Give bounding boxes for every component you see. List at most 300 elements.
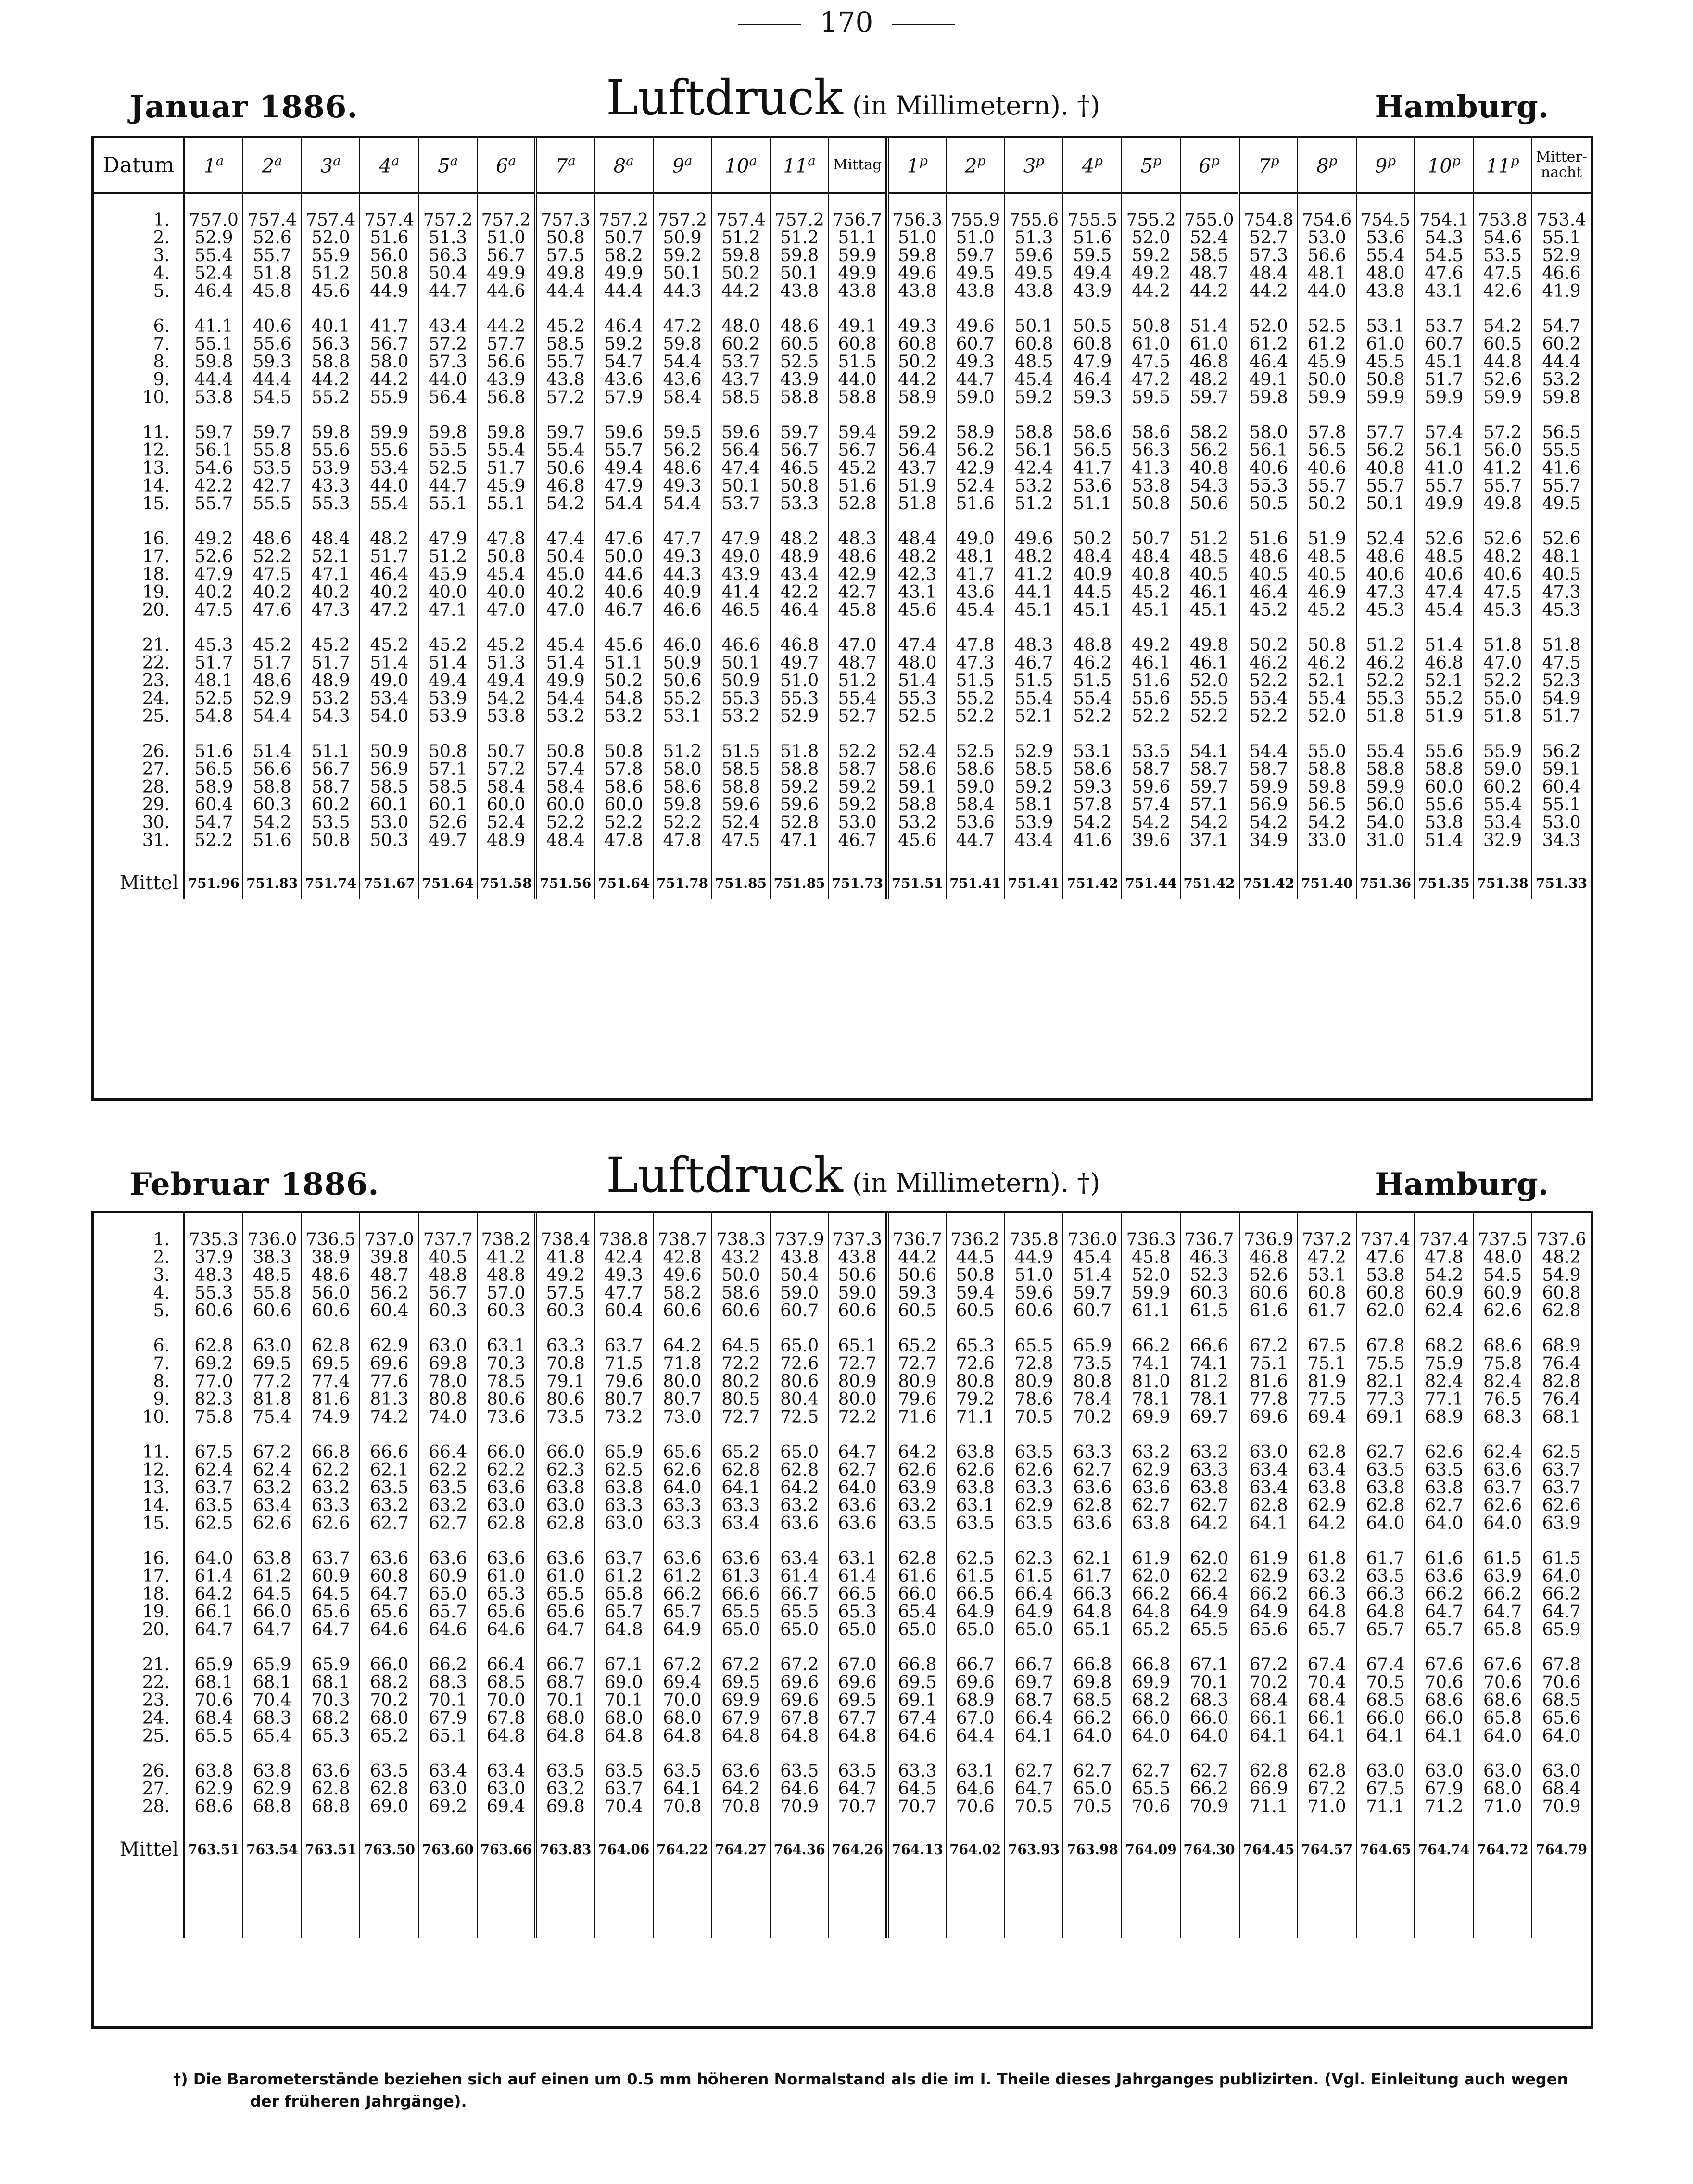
hourly-values: 52.9 58.5 59.2 58.1 53.9 43.4 <box>1005 743 1063 849</box>
hourly-values: 63.1 61.4 66.5 65.3 65.0 <box>829 1550 887 1639</box>
day-labels: 21. 22. 23. 24. 25. <box>94 636 184 725</box>
hourly-values: 63.0 68.0 71.0 <box>1473 1762 1532 1816</box>
mean-value: 764.09 <box>1122 1833 1180 1866</box>
hourly-values: 62.1 61.7 66.3 64.8 65.1 <box>1063 1550 1122 1639</box>
column-header-hour: 2$^p$ <box>946 138 1005 193</box>
hourly-values: 59.6 56.4 47.4 50.1 53.7 <box>711 424 770 513</box>
hourly-values: 756.3 51.0 59.8 49.6 43.8 <box>887 211 946 300</box>
mean-value: 751.42 <box>1180 867 1239 899</box>
hourly-values: 757.4 52.6 55.7 51.8 45.8 <box>243 211 302 300</box>
mean-label: Mittel <box>94 1833 184 1866</box>
hourly-values: 51.6 48.6 40.5 46.4 45.2 <box>1239 530 1298 619</box>
hourly-values: 738.8 42.4 49.3 47.7 60.4 <box>594 1231 653 1320</box>
hourly-values: 62.8 67.2 71.0 <box>1298 1762 1356 1816</box>
hourly-values: 64.5 72.2 80.2 80.5 72.7 <box>711 1337 770 1426</box>
hourly-values: 43.4 57.2 57.3 44.0 56.4 <box>418 317 477 406</box>
mean-value: 751.42 <box>1239 867 1298 899</box>
hourly-values: 66.7 69.6 68.9 67.0 64.4 <box>946 1656 1005 1745</box>
mean-value: 751.78 <box>653 867 712 899</box>
hourly-values: 52.6 48.5 40.6 47.4 45.4 <box>1415 530 1473 619</box>
mean-value: 764.30 <box>1180 1833 1239 1866</box>
hourly-values: 757.2 51.0 56.7 49.9 44.6 <box>477 211 536 300</box>
hourly-values: 64.7 62.7 64.0 63.6 63.6 <box>829 1443 887 1532</box>
hourly-values: 65.9 62.5 63.8 63.3 63.0 <box>594 1443 653 1532</box>
hourly-values: 45.2 51.4 49.0 53.4 54.0 <box>360 636 418 725</box>
hourly-values: 62.7 65.0 70.5 <box>1063 1762 1122 1816</box>
hourly-values: 56.5 55.5 41.6 55.7 49.5 <box>1542 423 1581 514</box>
hourly-values: 63.7 71.5 79.6 80.7 73.2 <box>594 1337 653 1426</box>
hourly-values: 59.6 55.7 49.4 47.9 54.4 <box>594 424 653 513</box>
hourly-values: 51.2 48.5 40.5 46.1 45.1 <box>1180 530 1239 619</box>
hourly-values: 59.2 56.4 43.7 51.9 51.8 <box>887 424 946 513</box>
hourly-values: 59.7 55.8 53.5 42.7 55.5 <box>243 424 302 513</box>
mean-value: 764.65 <box>1356 1833 1415 1866</box>
day-group-row <box>94 743 1591 849</box>
hourly-values: 64.2 71.8 80.0 80.7 73.0 <box>653 1337 712 1426</box>
hourly-values: 63.6 64.2 70.8 <box>711 1762 770 1816</box>
hourly-values: 59.7 56.7 46.5 50.8 53.3 <box>770 424 829 513</box>
hourly-values: 754.6 53.0 56.6 48.1 44.0 <box>1298 211 1356 300</box>
hourly-values: 50.5 60.8 47.9 46.4 59.3 <box>1063 317 1122 406</box>
mean-value: 751.64 <box>594 867 653 899</box>
hourly-values: 58.6 56.5 41.7 53.6 51.1 <box>1063 424 1122 513</box>
hourly-values: 68.2 75.9 82.4 77.1 68.9 <box>1415 1337 1473 1426</box>
hourly-values: 63.1 64.6 70.6 <box>946 1762 1005 1816</box>
hourly-values: 59.8 55.5 52.5 44.7 55.1 <box>418 424 477 513</box>
hourly-values: 738.7 42.8 49.6 58.2 60.6 <box>653 1231 712 1320</box>
mean-value: 763.60 <box>418 1833 477 1866</box>
hourly-values: 755.5 51.6 59.5 49.4 43.9 <box>1063 211 1122 300</box>
hourly-values: 50.8 57.8 58.6 60.0 52.2 47.8 <box>594 743 653 849</box>
hourly-values: 64.0 61.4 64.2 66.1 64.7 <box>184 1550 243 1639</box>
hourly-values: 59.4 56.7 45.2 51.6 52.8 <box>829 424 887 513</box>
hourly-values: 68.6 75.8 82.4 76.5 68.3 <box>1473 1337 1532 1426</box>
hourly-values: 735.8 44.9 51.0 59.6 60.6 <box>1005 1231 1063 1320</box>
mean-value: 764.02 <box>946 1833 1005 1866</box>
hourly-values: 65.2 72.7 80.9 79.6 71.6 <box>887 1337 946 1426</box>
hourly-values: 52.5 61.2 45.9 50.0 59.9 <box>1298 317 1356 406</box>
january-header <box>91 67 1578 130</box>
hourly-values: 55.0 58.8 59.8 56.5 54.2 33.0 <box>1298 743 1356 849</box>
day-group-row <box>94 424 1591 513</box>
mean-value: 764.36 <box>770 1833 829 1866</box>
day-labels: 1. 2. 3. 4. 5. <box>94 211 184 300</box>
column-header-hour: Mittag <box>829 138 887 193</box>
page-number: 170 <box>0 6 1693 38</box>
hourly-values: 50.8 46.2 52.1 55.4 52.0 <box>1298 636 1356 725</box>
column-header-hour: 10$^p$ <box>1415 138 1473 193</box>
table-title: Luftdruck (in Millimetern). †) <box>606 70 1100 126</box>
hourly-values: 51.8 47.5 52.3 54.9 51.7 <box>1542 635 1581 726</box>
hourly-values: 46.4 59.2 54.7 43.6 57.9 <box>594 317 653 406</box>
hourly-values: 757.0 52.9 55.4 52.4 46.4 <box>184 211 243 300</box>
hourly-values: 58.8 56.1 42.4 53.2 51.2 <box>1005 424 1063 513</box>
hourly-values: 65.6 62.6 64.0 63.3 63.3 <box>653 1443 712 1532</box>
february-header <box>91 1145 1578 1207</box>
hourly-values: 63.0 63.4 63.4 62.8 64.1 <box>1239 1443 1298 1532</box>
mean-value: 751.51 <box>887 867 946 899</box>
hourly-values: 757.2 50.7 58.2 49.9 44.4 <box>594 211 653 300</box>
hourly-values: 45.6 51.1 50.2 54.8 53.2 <box>594 636 653 725</box>
hourly-values: 756.7 51.1 59.9 49.9 43.8 <box>829 211 887 300</box>
hourly-values: 737.9 43.8 50.4 59.0 60.7 <box>770 1231 829 1320</box>
hourly-values: 61.5 63.9 66.2 64.7 65.8 <box>1473 1550 1532 1639</box>
mean-value: 764.72 <box>1473 1833 1532 1866</box>
day-labels: 21. 22. 23. 24. 25. <box>94 1656 184 1745</box>
hourly-values: 50.8 61.0 47.5 47.2 59.5 <box>1122 317 1180 406</box>
hourly-values: 738.3 43.2 50.0 58.6 60.6 <box>711 1231 770 1320</box>
mean-value: 751.64 <box>418 867 477 899</box>
column-header-hour: 5$^a$ <box>418 138 477 193</box>
hourly-values: 757.4 52.0 55.9 51.2 45.6 <box>302 211 360 300</box>
hourly-values: 46.0 50.9 50.6 55.2 53.1 <box>653 636 712 725</box>
hourly-values: 67.2 70.2 68.4 66.1 64.1 <box>1239 1656 1298 1745</box>
hourly-values: 62.5 63.7 63.7 62.6 63.9 <box>1542 1442 1581 1533</box>
hourly-values: 50.2 46.2 52.2 55.4 52.2 <box>1239 636 1298 725</box>
hourly-values: 59.8 55.4 51.7 45.9 55.1 <box>477 424 536 513</box>
hourly-values: 54.4 58.7 59.9 56.9 54.2 34.9 <box>1239 743 1298 849</box>
hourly-values: 50.7 48.4 40.8 45.2 45.1 <box>1122 530 1180 619</box>
day-group-row <box>94 1762 1591 1816</box>
column-header-hour: 9$^p$ <box>1356 138 1415 193</box>
hourly-values: 65.9 73.5 80.8 78.4 70.2 <box>1063 1337 1122 1426</box>
day-group-row <box>94 530 1591 619</box>
mean-label: Mittel <box>94 867 184 899</box>
header-row <box>94 138 1591 193</box>
mean-value: 751.41 <box>1005 867 1063 899</box>
hourly-values: 54.2 60.5 44.8 52.6 59.9 <box>1473 317 1532 406</box>
hourly-values: 53.7 60.7 45.1 51.7 59.9 <box>1415 317 1473 406</box>
hourly-values: 51.4 46.8 52.1 55.2 51.9 <box>1415 636 1473 725</box>
hourly-values: 59.8 55.6 53.9 43.3 55.3 <box>302 424 360 513</box>
day-group-row <box>94 636 1591 725</box>
hourly-values: 66.0 62.3 63.8 63.0 62.8 <box>536 1443 594 1532</box>
hourly-values: 62.7 65.5 70.6 <box>1122 1762 1180 1816</box>
hourly-values: 49.8 46.1 52.0 55.5 52.2 <box>1180 636 1239 725</box>
hourly-values: 49.2 52.6 47.9 40.2 47.5 <box>184 530 243 619</box>
table-title: Luftdruck (in Millimetern). †) <box>606 1147 1100 1203</box>
hourly-values: 62.7 64.7 70.5 <box>1005 1762 1063 1816</box>
hourly-values: 63.7 60.9 64.5 65.6 64.7 <box>302 1550 360 1639</box>
mean-value: 764.13 <box>887 1833 946 1866</box>
month-label: Februar 1886. <box>130 1166 379 1202</box>
hourly-values: 63.3 64.5 70.7 <box>887 1762 946 1816</box>
hourly-values: 57.2 56.0 41.2 55.7 49.8 <box>1473 424 1532 513</box>
hourly-values: 63.2 62.9 63.6 62.7 63.8 <box>1122 1443 1180 1532</box>
hourly-values: 41.1 55.1 59.8 44.4 53.8 <box>184 317 243 406</box>
hourly-values: 65.1 72.7 80.9 80.0 72.2 <box>829 1337 887 1426</box>
hourly-values: 66.8 69.9 68.2 66.0 64.0 <box>1122 1656 1180 1745</box>
hourly-values: 67.2 69.5 69.9 67.9 64.8 <box>711 1656 770 1745</box>
mean-row <box>94 1833 1591 1866</box>
hourly-values: 61.7 63.5 66.3 64.8 65.7 <box>1356 1550 1415 1639</box>
hourly-values: 45.3 51.7 48.1 52.5 54.8 <box>184 636 243 725</box>
column-header-datum: Datum <box>94 138 184 193</box>
hourly-values: 45.4 51.4 49.9 54.4 53.2 <box>536 636 594 725</box>
mean-value: 751.40 <box>1298 867 1356 899</box>
hourly-values: 66.4 68.5 70.0 67.8 64.8 <box>477 1656 536 1745</box>
hourly-values: 49.2 46.1 51.6 55.6 52.2 <box>1122 636 1180 725</box>
mean-value: 763.54 <box>243 1833 302 1866</box>
hourly-values: 48.4 52.1 47.1 40.2 47.3 <box>302 530 360 619</box>
hourly-values: 55.4 58.8 59.9 56.0 54.0 31.0 <box>1356 743 1415 849</box>
hourly-values: 52.4 58.6 59.1 58.8 53.2 45.6 <box>887 743 946 849</box>
column-header-hour: 7$^a$ <box>536 138 594 193</box>
hourly-values: 66.4 62.2 63.5 63.2 62.7 <box>418 1443 477 1532</box>
hourly-values: 63.6 61.3 66.6 65.5 65.0 <box>711 1550 770 1639</box>
mean-value: 751.83 <box>243 867 302 899</box>
hourly-values: 49.6 48.2 41.2 44.1 45.1 <box>1005 530 1063 619</box>
hourly-values: 45.2 51.3 49.4 54.2 53.8 <box>477 636 536 725</box>
hourly-values: 46.8 49.7 51.0 55.3 52.9 <box>770 636 829 725</box>
hourly-values: 67.5 75.1 81.9 77.5 69.4 <box>1298 1337 1356 1426</box>
hourly-values: 62.8 66.9 71.1 <box>1239 1762 1298 1816</box>
hourly-values: 755.9 51.0 59.7 49.5 43.8 <box>946 211 1005 300</box>
hourly-values: 63.6 61.0 65.3 65.6 64.6 <box>477 1550 536 1639</box>
hourly-values: 45.2 58.5 55.7 43.8 57.2 <box>536 317 594 406</box>
hourly-values: 65.0 62.8 64.2 63.2 63.6 <box>770 1443 829 1532</box>
hourly-values: 46.6 50.1 50.9 55.3 53.2 <box>711 636 770 725</box>
hourly-values: 48.2 51.7 46.4 40.2 47.2 <box>360 530 418 619</box>
mean-value: 751.96 <box>184 867 243 899</box>
hourly-values: 67.6 70.6 68.6 65.8 64.0 <box>1473 1656 1532 1745</box>
hourly-values: 62.8 63.4 63.8 62.9 64.2 <box>1298 1443 1356 1532</box>
mean-value: 764.57 <box>1298 1833 1356 1866</box>
hourly-values: 58.9 56.2 42.9 52.4 51.6 <box>946 424 1005 513</box>
mean-value: 763.50 <box>360 1833 418 1866</box>
hourly-values: 754.5 53.6 55.4 48.0 43.8 <box>1356 211 1415 300</box>
hourly-values: 736.7 44.2 50.6 59.3 60.5 <box>887 1231 946 1320</box>
hourly-values: 62.6 63.5 63.8 62.7 64.0 <box>1415 1443 1473 1532</box>
hourly-values: 735.3 37.9 48.3 55.3 60.6 <box>184 1231 243 1320</box>
mean-value: 763.93 <box>1005 1833 1063 1866</box>
hourly-values: 757.2 50.9 59.2 50.1 44.3 <box>653 211 712 300</box>
hourly-values: 48.4 48.2 42.3 43.1 45.6 <box>887 530 946 619</box>
mean-value: 764.27 <box>711 1833 770 1866</box>
hourly-values: 65.5 72.8 80.9 78.6 70.5 <box>1005 1337 1063 1426</box>
hourly-values: 736.9 46.8 52.6 60.6 61.6 <box>1239 1231 1298 1320</box>
hourly-values: 737.0 39.8 48.7 56.2 60.4 <box>360 1231 418 1320</box>
hourly-values: 50.8 57.1 58.5 60.1 52.6 49.7 <box>418 743 477 849</box>
hourly-values: 51.2 46.2 52.2 55.3 51.8 <box>1356 636 1415 725</box>
hourly-values: 62.0 62.2 66.4 64.9 65.5 <box>1180 1550 1239 1639</box>
hourly-values: 50.2 48.4 40.9 44.5 45.1 <box>1063 530 1122 619</box>
day-labels: 16. 17. 18. 19. 20. <box>94 530 184 619</box>
footnote-line-1: †) Die Barometerstände beziehen sich auf einen um 0.5 mm höheren Normalstand als die im I. Theile dieses Jahrganges publizirten. (Vgl. Einleitung auch wegen <box>173 2070 1568 2088</box>
hourly-values: 67.2 62.4 63.2 63.4 62.6 <box>243 1443 302 1532</box>
day-labels: 26. 27. 28. <box>94 1762 184 1816</box>
hourly-values: 66.2 74.1 81.0 78.1 69.9 <box>1122 1337 1180 1426</box>
hourly-values: 50.7 57.2 58.4 60.0 52.4 48.9 <box>477 743 536 849</box>
hourly-values: 59.7 55.4 50.6 46.8 54.2 <box>536 424 594 513</box>
mean-value: 751.58 <box>477 867 536 899</box>
hourly-values: 53.1 61.0 45.5 50.8 59.9 <box>1356 317 1415 406</box>
column-header-hour: 11$^a$ <box>770 138 829 193</box>
day-labels: 11. 12. 13. 14. 15. <box>94 424 184 513</box>
hourly-values: 754.8 52.7 57.3 48.4 44.2 <box>1239 211 1298 300</box>
hourly-values: 51.5 58.5 58.8 59.6 52.4 47.5 <box>711 743 770 849</box>
hourly-values: 50.8 57.4 58.4 60.0 52.2 48.4 <box>536 743 594 849</box>
column-header-hour: 8$^p$ <box>1298 138 1356 193</box>
hourly-values: 55.9 59.0 60.2 55.4 53.4 32.9 <box>1473 743 1532 849</box>
hourly-values: 63.4 63.0 69.4 <box>477 1762 536 1816</box>
hourly-values: 49.0 48.1 41.7 43.6 45.4 <box>946 530 1005 619</box>
day-labels: 16. 17. 18. 19. 20. <box>94 1550 184 1639</box>
hourly-values: 754.1 54.3 54.5 47.6 43.1 <box>1415 211 1473 300</box>
hourly-values: 51.8 47.0 52.2 55.0 51.8 <box>1473 636 1532 725</box>
hourly-values: 63.6 60.8 64.7 65.6 64.6 <box>360 1550 418 1639</box>
day-group-row <box>94 1337 1591 1426</box>
hourly-values: 62.7 63.5 63.8 62.8 64.0 <box>1356 1443 1415 1532</box>
hourly-values: 63.2 63.3 63.8 62.7 64.2 <box>1180 1443 1239 1532</box>
hourly-values: 757.4 51.2 59.8 50.2 44.2 <box>711 211 770 300</box>
hourly-values: 53.5 58.7 59.6 57.4 54.2 39.6 <box>1122 743 1180 849</box>
hourly-values: 40.1 56.3 58.8 44.2 55.2 <box>302 317 360 406</box>
day-labels: 26. 27. 28. 29. 30. 31. <box>94 743 184 849</box>
mean-value: 751.85 <box>711 867 770 899</box>
column-header-hour: 6$^a$ <box>477 138 536 193</box>
hourly-values: 757.4 51.6 56.0 50.8 44.9 <box>360 211 418 300</box>
hourly-values: 737.4 47.6 53.8 60.8 62.0 <box>1356 1231 1415 1320</box>
hourly-values: 47.4 48.0 51.4 55.3 52.5 <box>887 636 946 725</box>
hourly-values: 48.3 48.6 42.9 42.7 45.8 <box>829 530 887 619</box>
hourly-values: 59.9 55.6 53.4 44.0 55.4 <box>360 424 418 513</box>
hourly-values: 66.8 62.2 63.2 63.3 62.6 <box>302 1443 360 1532</box>
hourly-values: 52.0 61.2 46.4 49.1 59.8 <box>1239 317 1298 406</box>
day-labels: 6. 7. 8. 9. 10. <box>94 1337 184 1426</box>
mean-value: 751.85 <box>770 867 829 899</box>
hourly-values: 63.5 64.1 70.8 <box>653 1762 712 1816</box>
hourly-values: 47.8 47.3 51.5 55.2 52.2 <box>946 636 1005 725</box>
luftdruck-table <box>94 138 1591 899</box>
column-header-hour: 7$^p$ <box>1239 138 1298 193</box>
column-header-hour: 8$^a$ <box>594 138 653 193</box>
hourly-values: 63.8 61.2 64.5 66.0 64.7 <box>243 1550 302 1639</box>
mean-value: 763.66 <box>477 1833 536 1866</box>
hourly-values: 51.1 56.7 58.7 60.2 53.5 50.8 <box>302 743 360 849</box>
mean-value: 751.73 <box>829 867 887 899</box>
hourly-values: 62.5 61.5 66.5 64.9 65.0 <box>946 1550 1005 1639</box>
hourly-values: 47.6 50.0 44.6 40.6 46.7 <box>594 530 653 619</box>
hourly-values: 753.4 55.1 52.9 46.6 41.9 <box>1536 210 1587 301</box>
mean-value: 764.79 <box>1535 1841 1588 1857</box>
mean-value: 764.45 <box>1239 1833 1298 1866</box>
hourly-values: 62.4 63.6 63.7 62.6 64.0 <box>1473 1443 1532 1532</box>
hourly-values: 65.9 68.1 70.4 68.3 65.4 <box>243 1656 302 1745</box>
hourly-values: 67.4 70.4 68.4 66.1 64.1 <box>1298 1656 1356 1745</box>
mean-value: 751.36 <box>1356 867 1415 899</box>
hourly-values: 66.7 68.7 70.1 68.0 64.8 <box>536 1656 594 1745</box>
hourly-values: 52.6 48.1 40.5 47.3 45.3 <box>1542 529 1581 620</box>
hourly-values: 47.2 59.8 54.4 43.6 58.4 <box>653 317 712 406</box>
hourly-values: 738.4 41.8 49.2 57.5 60.3 <box>536 1231 594 1320</box>
hourly-values: 63.8 62.6 63.8 63.1 63.5 <box>946 1443 1005 1532</box>
hourly-values: 51.6 56.5 58.9 60.4 54.7 52.2 <box>184 743 243 849</box>
hourly-values: 736.2 44.5 50.8 59.4 60.5 <box>946 1231 1005 1320</box>
hourly-values: 48.2 48.9 43.4 42.2 46.4 <box>770 530 829 619</box>
column-header-hour: 4$^a$ <box>360 138 418 193</box>
hourly-values: 57.7 56.2 40.8 55.7 50.1 <box>1356 424 1415 513</box>
hourly-values: 66.6 74.1 81.2 78.1 69.7 <box>1180 1337 1239 1426</box>
hourly-values: 62.3 61.5 66.4 64.9 65.0 <box>1005 1550 1063 1639</box>
mean-value: 764.74 <box>1415 1833 1473 1866</box>
column-header-hour: 10$^a$ <box>711 138 770 193</box>
hourly-values: 757.3 50.8 57.5 49.8 44.4 <box>536 211 594 300</box>
hourly-values: 63.3 70.8 79.1 80.6 73.5 <box>536 1337 594 1426</box>
hourly-values: 66.2 68.3 70.1 67.9 65.1 <box>418 1656 477 1745</box>
hourly-values: 755.0 52.4 58.5 48.7 44.2 <box>1180 211 1239 300</box>
mean-value: 751.35 <box>1415 867 1473 899</box>
hourly-values: 58.2 56.2 40.8 54.3 50.6 <box>1180 424 1239 513</box>
hourly-values: 63.0 67.9 71.2 <box>1415 1762 1473 1816</box>
column-header-hour: 4$^p$ <box>1063 138 1122 193</box>
hourly-values: 51.4 56.6 58.8 60.3 54.2 51.6 <box>243 743 302 849</box>
hourly-values: 52.4 48.6 40.6 47.3 45.3 <box>1356 530 1415 619</box>
day-group-row <box>94 317 1591 406</box>
hourly-values: 54.1 58.7 59.7 57.1 54.2 37.1 <box>1180 743 1239 849</box>
hourly-values: 67.1 69.0 70.1 68.0 64.8 <box>594 1656 653 1745</box>
day-labels: 11. 12. 13. 14. 15. <box>94 1443 184 1532</box>
hourly-values: 63.8 62.9 68.8 <box>243 1762 302 1816</box>
mean-value: 764.06 <box>594 1833 653 1866</box>
hourly-values: 65.9 68.1 70.3 68.2 65.3 <box>302 1656 360 1745</box>
day-labels: 1. 2. 3. 4. 5. <box>94 1231 184 1320</box>
hourly-values: 63.5 63.2 69.8 <box>536 1762 594 1816</box>
hourly-values: 49.6 60.7 49.3 44.7 59.0 <box>946 317 1005 406</box>
hourly-values: 53.1 58.6 59.3 57.8 54.2 41.6 <box>1063 743 1122 849</box>
hourly-values: 736.0 38.3 48.5 55.8 60.6 <box>243 1231 302 1320</box>
hourly-values: 40.6 55.6 59.3 44.4 54.5 <box>243 317 302 406</box>
hourly-values: 61.9 62.0 66.2 64.8 65.2 <box>1122 1550 1180 1639</box>
hourly-values: 66.8 69.5 69.1 67.4 64.6 <box>887 1656 946 1745</box>
column-header-hour: 3$^p$ <box>1005 138 1063 193</box>
hourly-values: 54.7 60.2 44.4 53.2 59.8 <box>1542 316 1581 407</box>
day-group-row <box>94 1443 1591 1532</box>
hourly-values: 66.7 69.7 68.7 66.4 64.1 <box>1005 1656 1063 1745</box>
day-group-row <box>94 1656 1591 1745</box>
column-header-hour: 9$^a$ <box>653 138 712 193</box>
mean-value: 751.67 <box>360 867 418 899</box>
hourly-values: 62.8 69.5 77.4 81.6 74.9 <box>302 1337 360 1426</box>
hourly-values: 44.2 57.7 56.6 43.9 56.8 <box>477 317 536 406</box>
hourly-values: 66.8 69.8 68.5 66.2 64.0 <box>1063 1656 1122 1745</box>
hourly-values: 755.2 52.0 59.2 49.2 44.2 <box>1122 211 1180 300</box>
hourly-values: 65.0 72.6 80.6 80.4 72.5 <box>770 1337 829 1426</box>
hourly-values: 52.6 48.2 40.6 47.5 45.3 <box>1473 530 1532 619</box>
luftdruck-table <box>94 1213 1591 1938</box>
hourly-values: 737.3 43.8 50.6 59.0 60.6 <box>829 1231 887 1320</box>
hourly-values: 45.2 51.7 48.9 53.2 54.3 <box>302 636 360 725</box>
hourly-values: 48.6 52.2 47.5 40.2 47.6 <box>243 530 302 619</box>
hourly-values: 67.0 69.6 69.5 67.7 64.8 <box>829 1656 887 1745</box>
hourly-values: 50.9 56.9 58.5 60.1 53.0 50.3 <box>360 743 418 849</box>
day-group-row <box>94 1231 1591 1320</box>
hourly-values: 47.9 51.2 45.9 40.0 47.1 <box>418 530 477 619</box>
hourly-values: 62.9 69.6 77.6 81.3 74.2 <box>360 1337 418 1426</box>
city-label: Hamburg. <box>1375 89 1549 125</box>
mean-value: 763.51 <box>184 1833 243 1866</box>
footnote <box>173 2068 1578 2112</box>
hourly-values: 49.3 60.8 50.2 44.2 58.9 <box>887 317 946 406</box>
hourly-values: 736.3 45.8 52.0 59.9 61.1 <box>1122 1231 1180 1320</box>
hourly-values: 55.6 58.8 60.0 55.6 53.8 51.4 <box>1415 743 1473 849</box>
hourly-values: 66.0 68.2 70.2 68.0 65.2 <box>360 1656 418 1745</box>
hourly-values: 57.4 56.1 41.0 55.7 49.9 <box>1415 424 1473 513</box>
hourly-values: 61.6 63.6 66.2 64.7 65.7 <box>1415 1550 1473 1639</box>
hourly-values: 68.9 76.4 82.8 76.4 68.1 <box>1542 1336 1581 1427</box>
day-labels: 6. 7. 8. 9. 10. <box>94 317 184 406</box>
hourly-values: 67.6 70.6 68.6 66.0 64.1 <box>1415 1656 1473 1745</box>
